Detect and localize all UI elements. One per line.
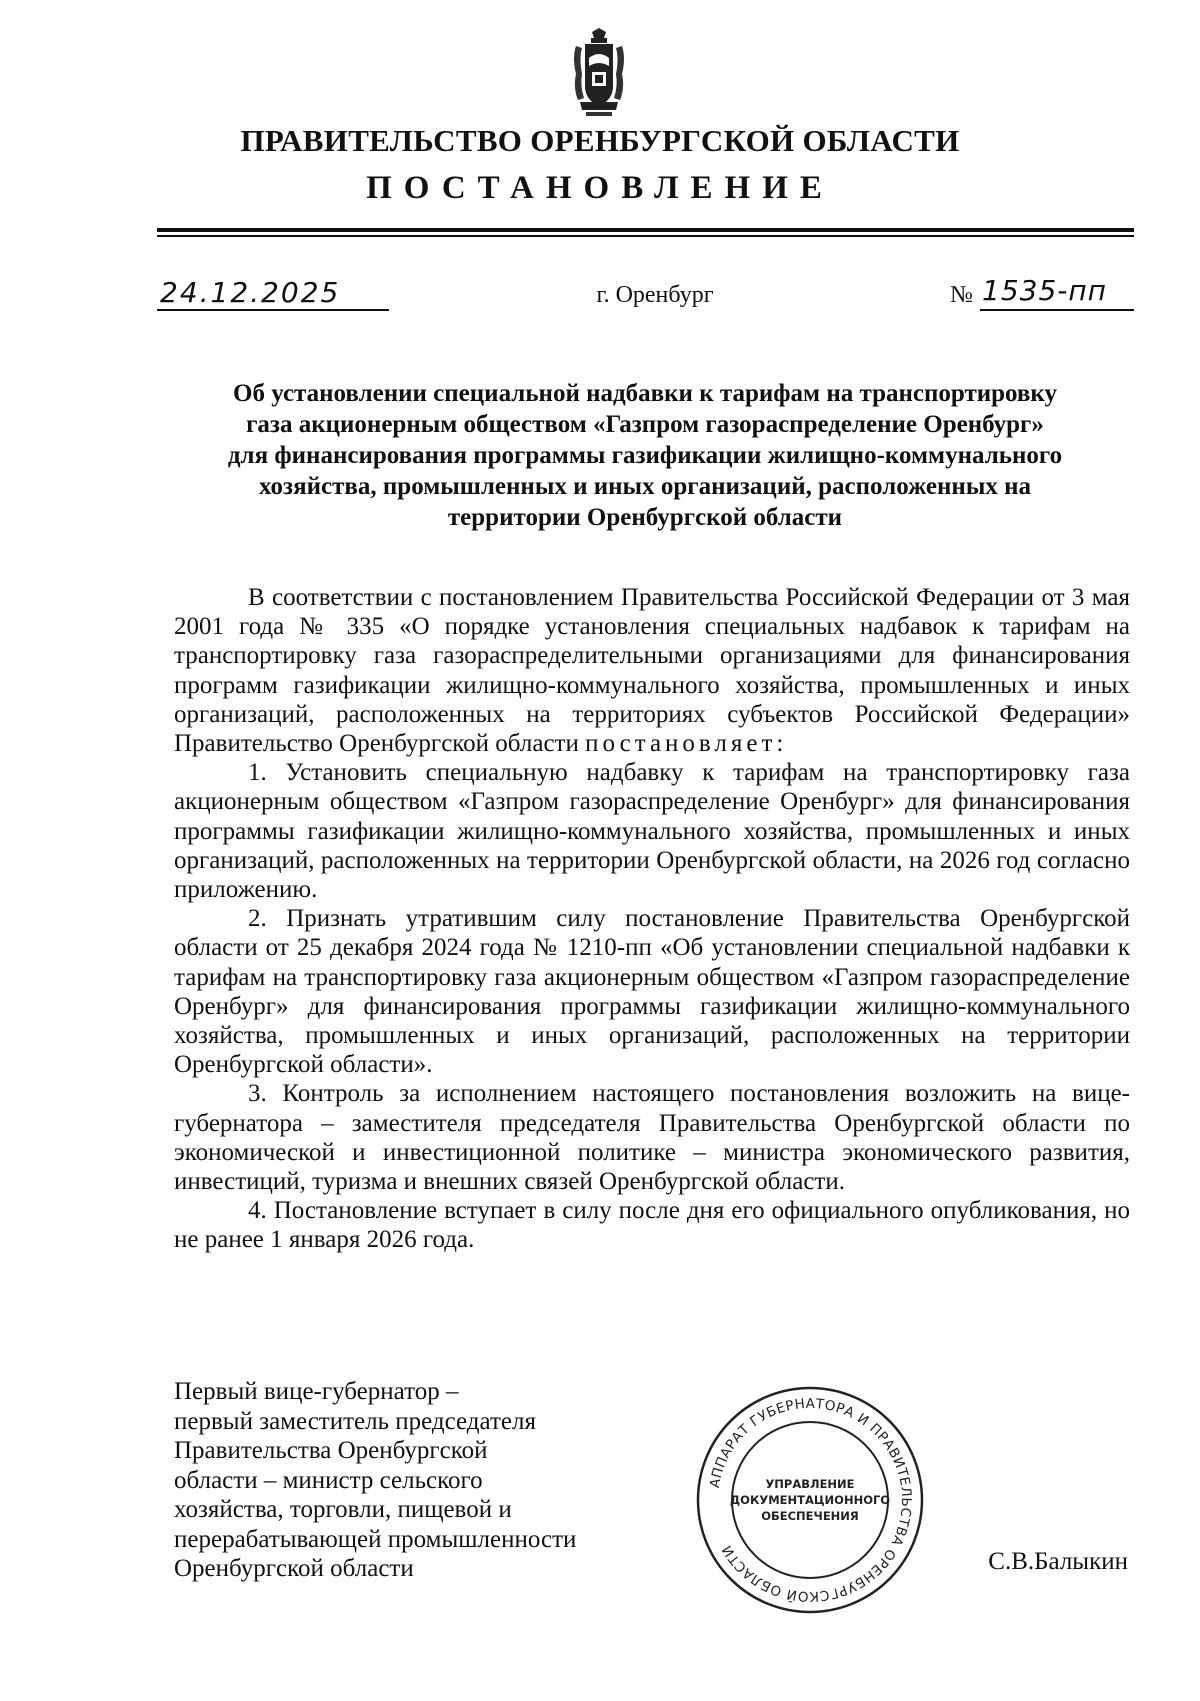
stamp-center-line: ДОКУМЕНТАЦИОННОГО [729,1493,891,1507]
organization-heading: ПРАВИТЕЛЬСТВО ОРЕНБУРГСКОЙ ОБЛАСТИ [240,123,960,158]
signer-position-line: Правительства Оренбургской [174,1437,488,1464]
signer-position-line: области – министр сельского [174,1466,483,1494]
title-line: для финансирования программы газификации жилищно-коммунального [227,442,1063,469]
stamp-center-line: ОБЕСПЕЧЕНИЯ [761,1509,859,1523]
item-paragraph: 1. Установить специальную надбавку к тарифам на транспортировку газа акционерным обществом «Газпром газораспределение Оренбург» для финансирования программы газификации жилищно-коммунального хозяйства, промышленных и иных организаций, расположенных на территории Оренбургской области, на 2026 год согласно приложению. [174,759,1130,904]
document-date: 24.12.2025 [160,276,341,309]
item-paragraph: 3. Контроль за исполнением настоящего постановления возложить на вице-губернатора – заместителя председателя Правительства Оренбургской области по экономической и инвестиционной политике – министра экономического развития, инвестиций, туризма и внешних связей Оренбургской области. [174,1080,1130,1196]
document-city: г. Оренбург [596,282,714,308]
signer-position-line: первый заместитель председателя [174,1407,536,1435]
signer-position-line: хозяйства, торговли, пищевой и [174,1496,512,1523]
signer-position-line: Первый вице-губернатор – [174,1378,459,1405]
item-paragraph: 2. Признать утратившим силу постановление Правительства Оренбургской области от 25 декабря 2024 года № 1210-пп «Об установлении специальной надбавки к тарифам на транспортировку газа акционерным обществом «Газпром газораспределение Оренбург» для финансирования программы газификации жилищно-коммунального хозяйства, промышленных и иных организаций, расположенных на территории Оренбургской области». [174,905,1130,1079]
preamble-text: В соответствии с постановлением Правительства Российской Федерации от 3 мая 2001 года № 335 «О порядке установления специальных надбавок к тарифам на транспортировку газа газораспределительными организациями для финансирования программ газификации жилищно-коммунального хозяйства, промышленных и иных организаций, расположенных на территориях субъектов Российской Федерации» Правительство Оренбургской области [174,584,1130,758]
resolves-word: постановляет: [585,730,788,758]
document-title [180,378,1110,533]
date-underline [157,309,389,311]
number-sign: № [950,282,973,308]
number-underline [980,309,1134,311]
title-line: газа акционерным обществом «Газпром газораспределение Оренбург» [246,411,1044,438]
signer-name: С.В.Балыкин [988,1548,1128,1575]
coat-of-arms-icon [570,28,628,118]
official-stamp [690,1380,930,1620]
title-line: хозяйства, промышленных и иных организаций, расположенных на [259,473,1031,500]
stamp-ring-text: АППАРАТ ГУБЕРНАТОРА И ПРАВИТЕЛЬСТВА ОРЕНБУРГСКОЙ ОБЛАСТИ [706,1395,915,1605]
signer-position [174,1377,576,1584]
signer-position-line: Оренбургской области [174,1555,414,1582]
title-line: Об установлении специальной надбавки к тарифам на транспортировку [233,380,1057,407]
preamble-paragraph [174,583,1130,758]
header-divider-thin [157,235,1134,237]
document-body [174,583,1130,1255]
stamp-center-line: УПРАВЛЕНИЕ [765,1477,855,1491]
item-paragraph: 4. Постановление вступает в силу после дня его официального опубликования, но не ранее 1 января 2026 года. [174,1197,1130,1254]
header-divider [157,228,1134,232]
signer-position-line: перерабатывающей промышленности [174,1525,577,1553]
document-type-heading: ПОСТАНОВЛЕНИЕ [366,170,834,206]
document-number: 1535-пп [982,274,1107,307]
title-line: территории Оренбургской области [447,504,843,531]
